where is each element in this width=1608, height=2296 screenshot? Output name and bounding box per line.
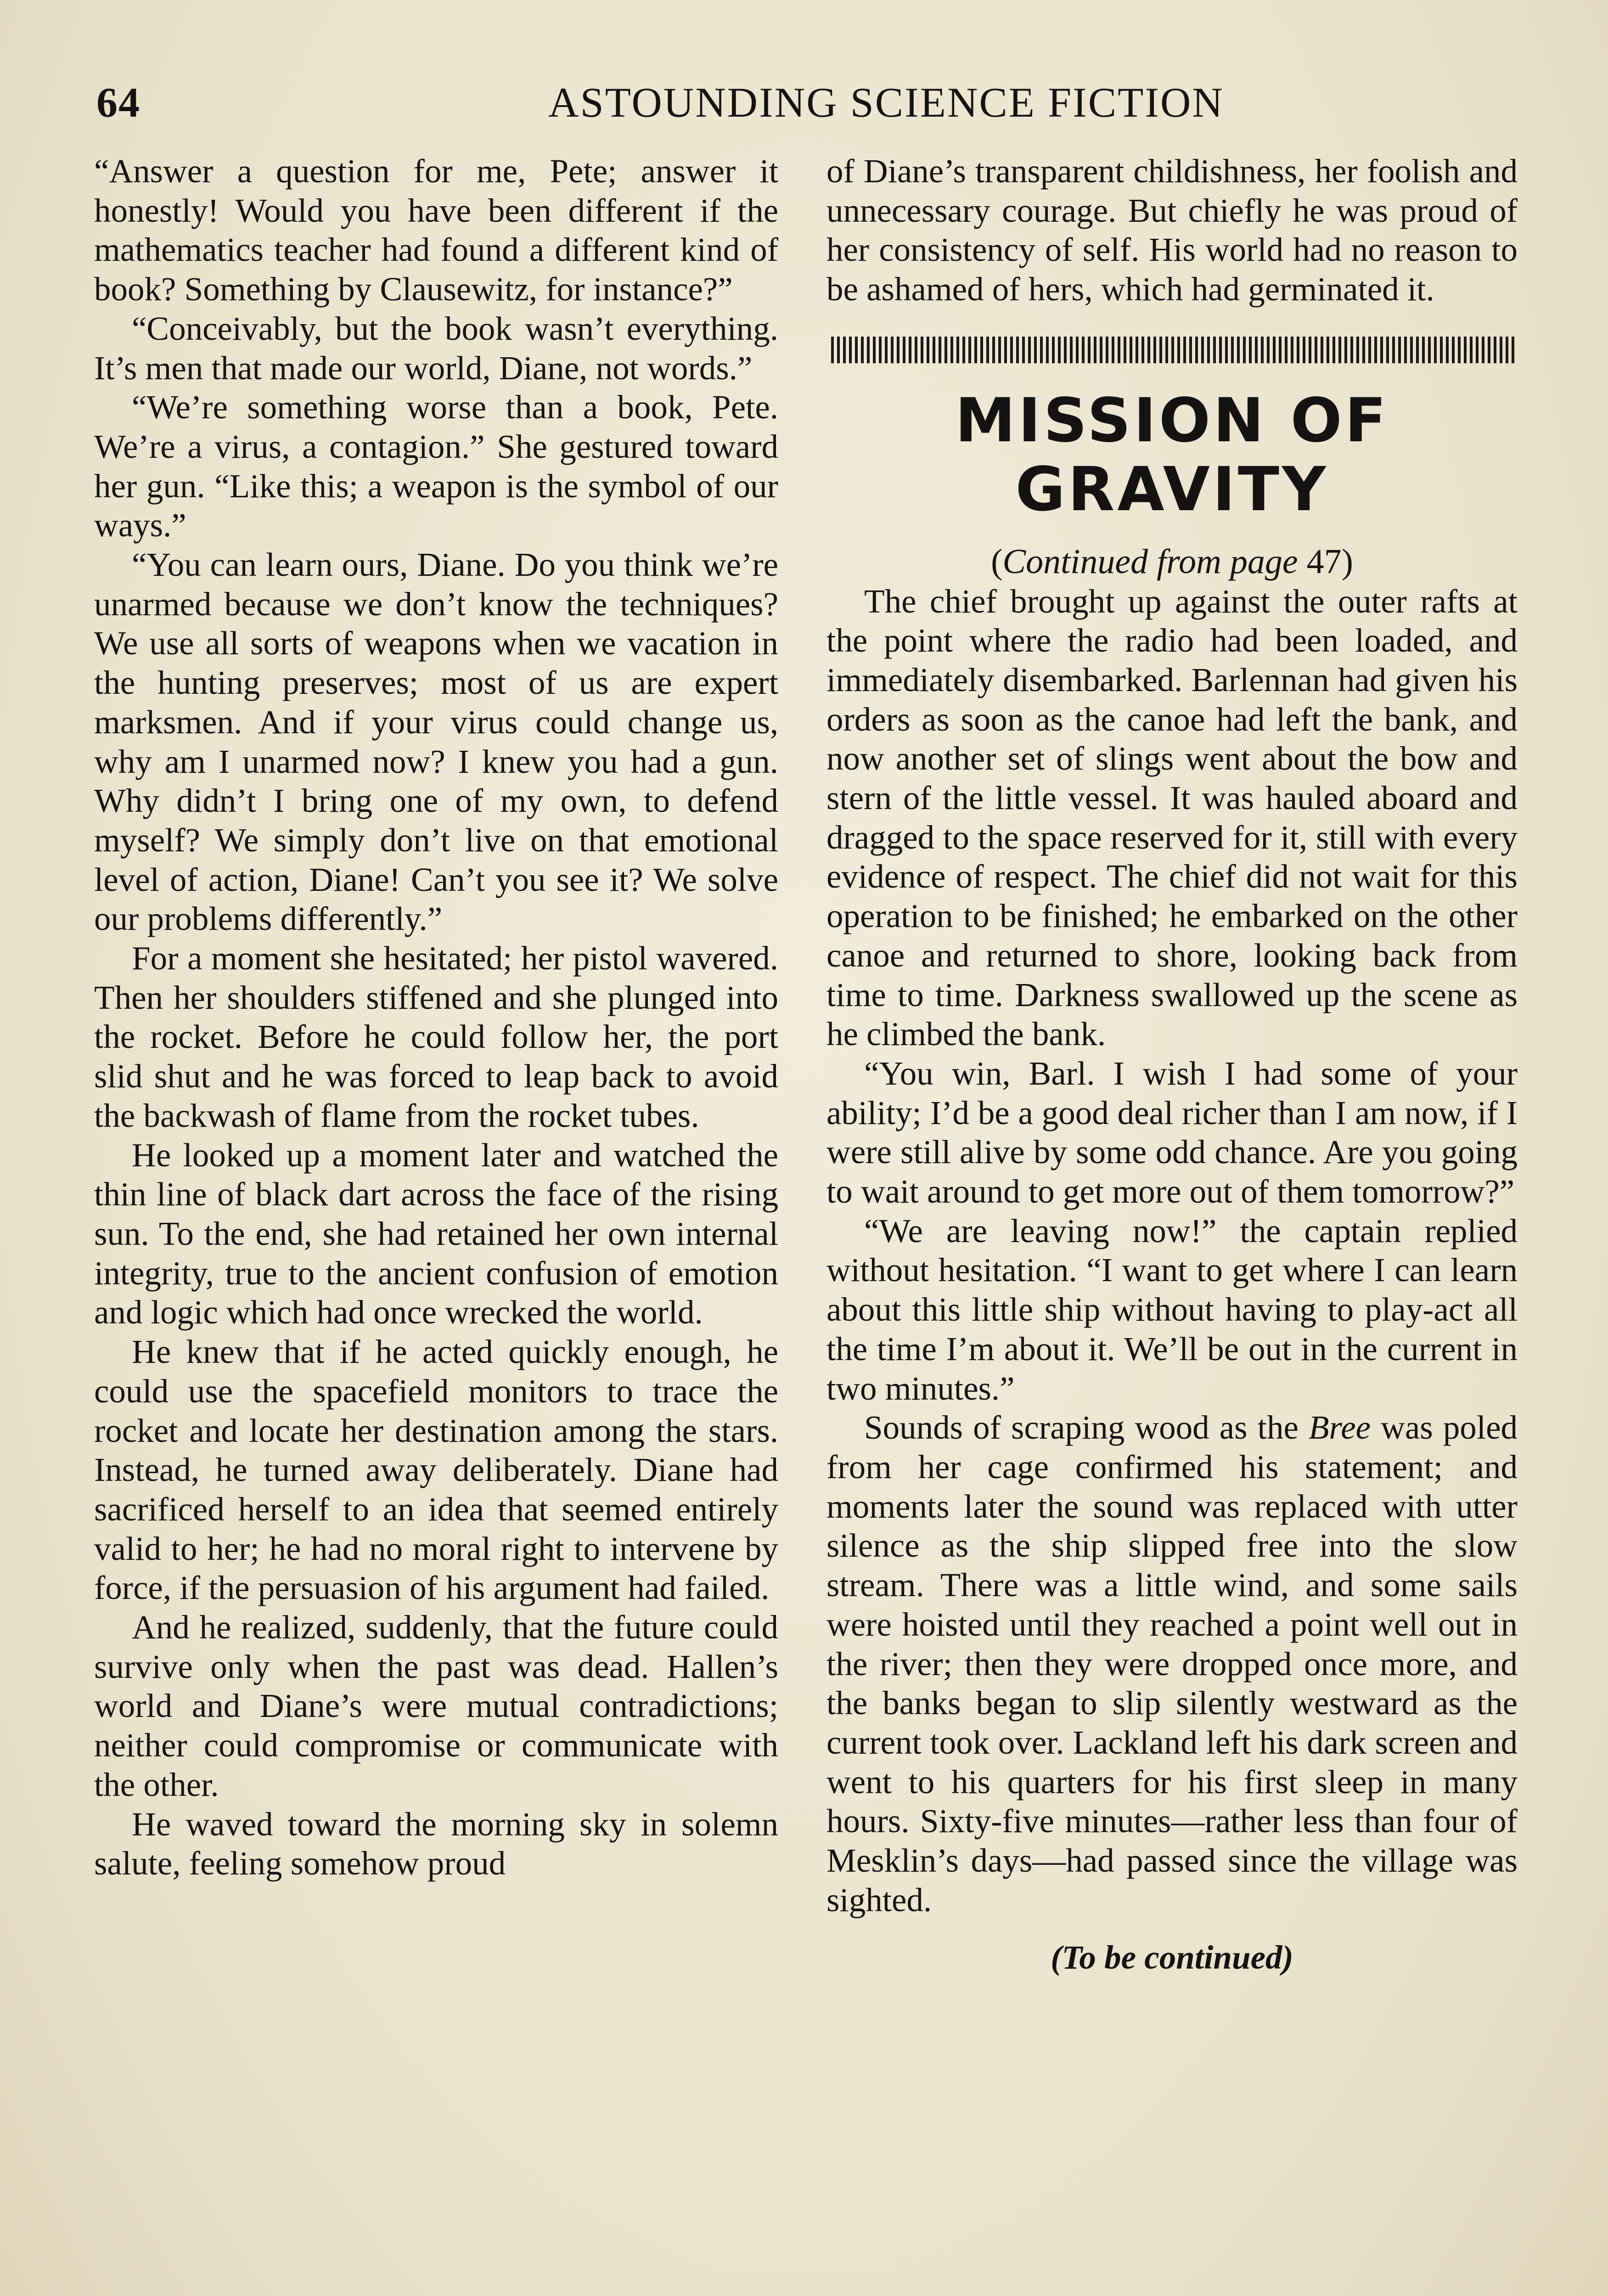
running-title: ASTOUNDING SCIENCE FICTION xyxy=(548,79,1224,126)
right-column xyxy=(826,152,1518,1977)
paragraph: “We are leaving now!” the captain replied without hesitation. “I want to get where I can learn about this little ship without having to play-act all the time I’m about it. We’ll be out in the current in two minutes.” xyxy=(826,1212,1518,1407)
paragraph: “Conceivably, but the book wasn’t everything. It’s men that made our world, Diane, not words.” xyxy=(94,310,778,387)
paragraph: “You win, Barl. I wish I had some of your ability; I’d be a good deal richer than I am now, if I were still alive by some odd chance. Are you going to wait around to get more out of them tomorrow?” xyxy=(826,1054,1518,1210)
continued-from-note: (Continued from page 47) xyxy=(991,542,1353,581)
paragraph xyxy=(826,1408,1518,1919)
paragraph-text: Sounds of scraping wood as the xyxy=(864,1409,1309,1446)
left-column xyxy=(94,152,778,1883)
continuation-paragraph: of Diane’s transparent childishness, her foolish and unnecessary courage. But chiefly he was proud of her consistency of self. His world had no reason to be ashamed of hers, which had germinated it. xyxy=(826,152,1518,308)
paragraph: “We’re something worse than a book, Pete. We’re a virus, a contagion.” She gestured toward her gun. “Like this; a weapon is the symbol of our ways.” xyxy=(94,388,778,544)
paragraph: “Answer a question for me, Pete; answer it honestly! Would you have been different if the mathematics teacher had found a different kind of book? Something by Clausewitz, for instance?” xyxy=(94,152,778,308)
paragraph: The chief brought up against the outer rafts at the point where the radio had been loaded, and immediately disembarked. Barlennan had given his orders as soon as the canoe had left the bank, and now another set of slings went about the bow and stern of the little vessel. It was hauled aboard and dragged to the space reserved for it, still with every evidence of respect. The chief did not wait for this operation to be finished; he embarked on the other canoe and returned to shore, looking back from time to time. Darkness swallowed up the scene as he climbed the bank. xyxy=(826,582,1518,1053)
ship-name: Bree xyxy=(1308,1409,1371,1446)
paragraph: He knew that if he acted quickly enough, he could use the spacefield monitors to trace the rocket and locate her destination among the stars. Instead, he turned away deliberately. Diane had sacrificed herself to an idea that seemed entirely valid to her; he had no moral right to intervene by force, if the persuasion of his argument had failed. xyxy=(94,1333,778,1607)
paragraph: And he realized, suddenly, that the future could survive only when the past was dead. Hallen’s world and Diane’s were mutual contradictions; neither could compromise or communicate with the other. xyxy=(94,1609,778,1803)
paragraph-text: was poled from her cage confirmed his statement; and moments later the sound was replaced with utter silence as the ship slipped free into the slow stream. There was a little wind, and some sails were hoisted until they reached a point well out in the river; then they were dropped once more, and the banks began to slip silently westward as the current took over. Lackland left his dark screen and went to his quarters for his first sleep in many hours. Sixty-five minutes—rather less than four of Mesklin’s days—had passed since the village was sighted. xyxy=(826,1409,1518,1919)
page-header xyxy=(96,78,1520,129)
section-divider xyxy=(831,337,1515,363)
paragraph: “You can learn ours, Diane. Do you think we’re unarmed because we don’t know the techniques? We use all sorts of weapons when we vacation in the hunting preserves; most of us are expert marksmen. And if your virus could change us, why am I unarmed now? I knew you had a gun. Why didn’t I bring one of my own, to defend myself? We simply don’t live on that emotional level of action, Diane! Can’t you see it? We solve our problems differently.” xyxy=(94,546,778,938)
page-number: 64 xyxy=(96,79,141,126)
paragraph: For a moment she hesitated; her pistol wavered. Then her shoulders stiffened and she plunged into the rocket. Before he could follow her, the port slid shut and he was forced to leap back to avoid the backwash of flame from the rocket tubes. xyxy=(94,940,778,1134)
to-be-continued: (To be continued) xyxy=(1051,1939,1293,1976)
paragraph: He waved toward the morning sky in solemn salute, feeling somehow proud xyxy=(94,1805,778,1882)
continued-from-label: Continued from page xyxy=(1002,542,1298,581)
continued-from-page: 47 xyxy=(1306,542,1342,581)
paragraph: He looked up a moment later and watched the thin line of black dart across the face of the rising sun. To the end, she had retained her own internal integrity, true to the ancient confusion of emotion and logic which had once wrecked the world. xyxy=(94,1136,778,1331)
story-title: MISSION OF GRAVITY xyxy=(955,385,1389,525)
